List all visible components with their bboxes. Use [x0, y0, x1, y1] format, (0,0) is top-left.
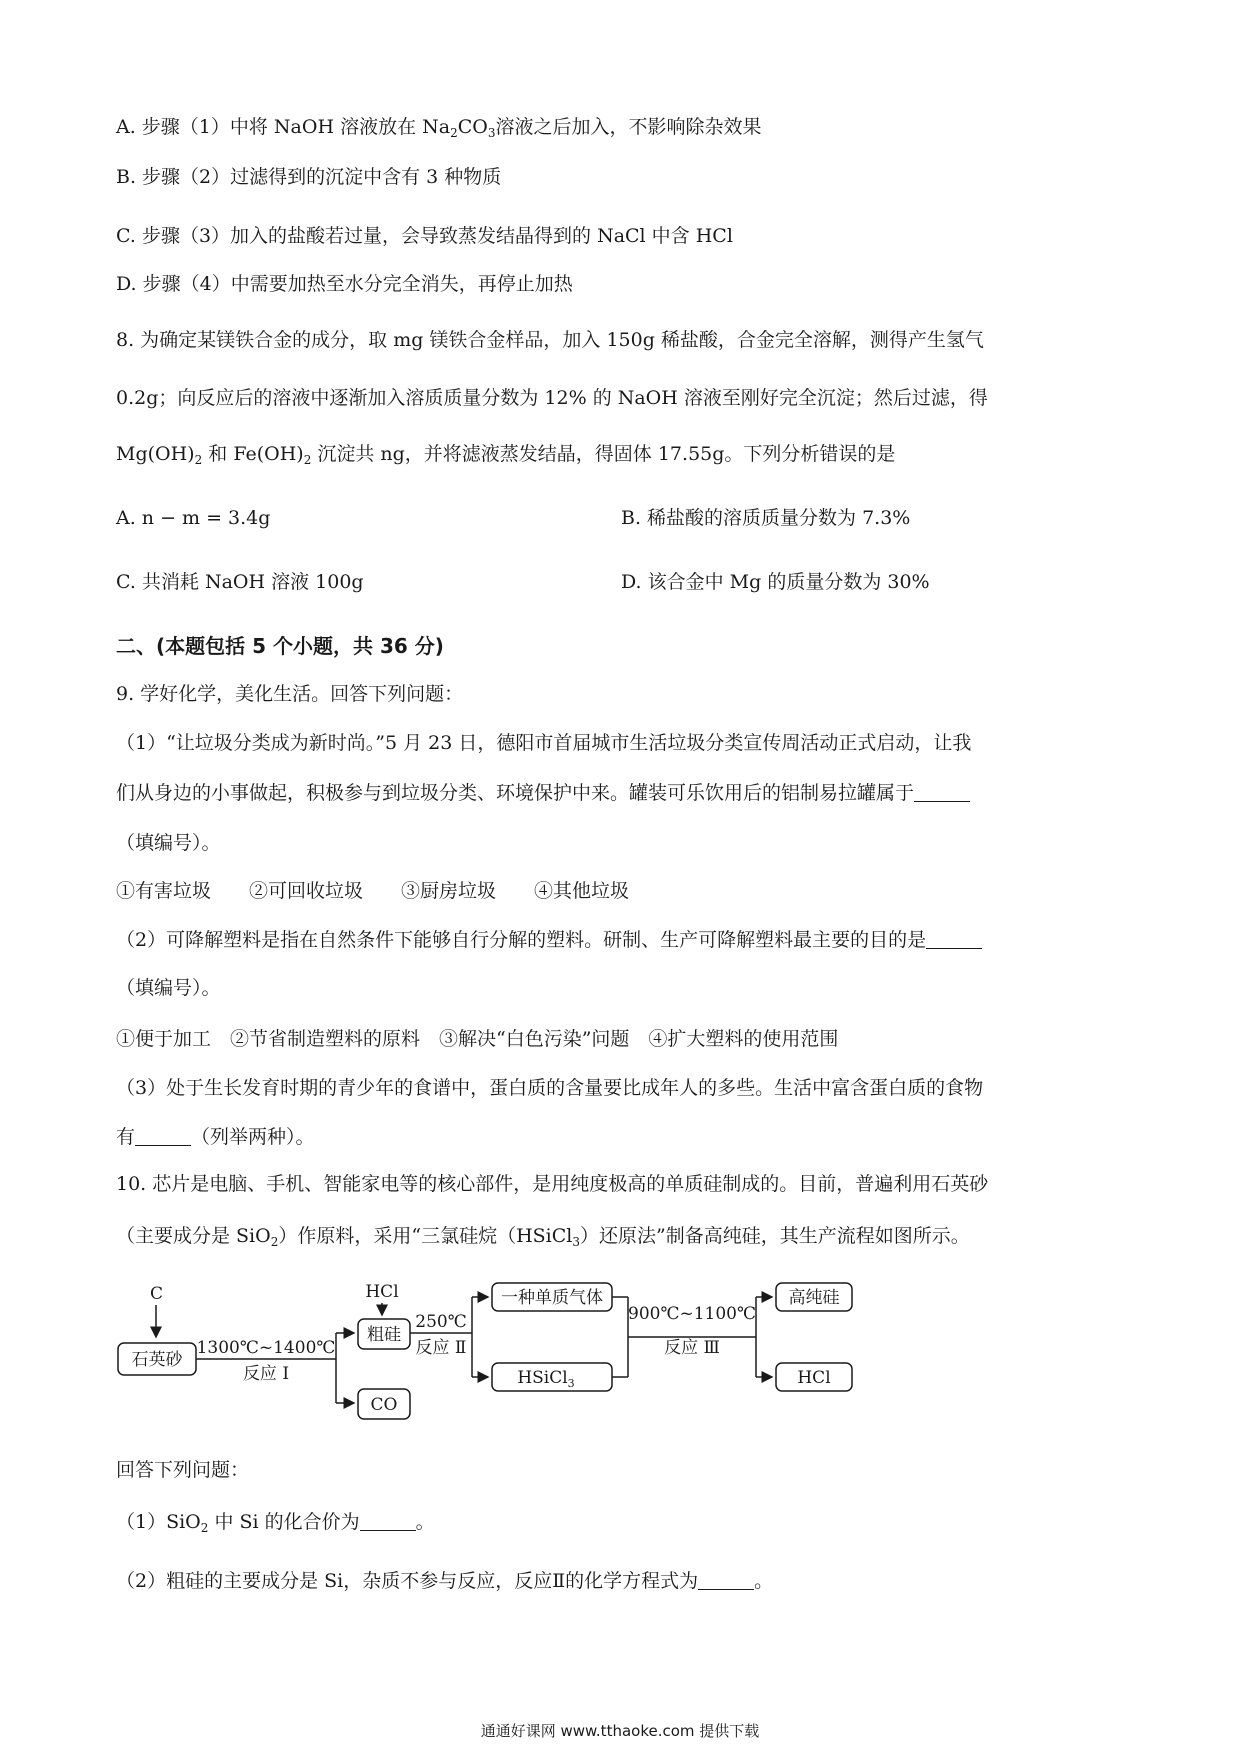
- q9-part1-line2: 们从身边的小事做起，积极参与到垃圾分类、环境保护中来。罐装可乐饮用后的铝制易拉罐属于: [116, 779, 970, 807]
- q8-option-a: A. n − m = 3.4g: [116, 507, 271, 529]
- footer-source: 通通好课网 www.tthaoke.com 提供下载: [480, 1722, 760, 1740]
- q8-option-b: B. 稀盐酸的溶质质量分数为 7.3%: [621, 507, 911, 529]
- co-label: CO: [370, 1395, 398, 1415]
- q8-stem-line1: 8. 为确定某镁铁合金的成分，取 mg 镁铁合金样品，加入 150g 稀盐酸，合金完全溶解，测得产生氢气: [116, 329, 984, 351]
- q9-part2-line1: （2）可降解塑料是指在自然条件下能够自行分解的塑料。研制、生产可降解塑料最主要的目的是: [116, 926, 982, 954]
- condition-3: 900℃~1100℃: [628, 1304, 756, 1324]
- q8-option-d: D. 该合金中 Mg 的质量分数为 30%: [621, 571, 930, 593]
- q8-stem-line3: $Mg(OH)_2$ 和 $Fe(OH)_2$ 沉淀共 ng，并将滤液蒸发结晶，得固体 17.55g。下列分析错误的是: [116, 443, 896, 467]
- q9-part1-options: ①有害垃圾 ②可回收垃圾 ③厨房垃圾 ④其他垃圾: [116, 880, 630, 902]
- q9-part3-line2: 有 （列举两种）。: [116, 1126, 315, 1148]
- q9-part2-options: ①便于加工 ②节省制造塑料的原料 ③解决“白色污染”问题 ④扩大塑料的使用范围: [116, 1028, 839, 1050]
- q9-part3-line1: （3）处于生长发育时期的青少年的食谱中，蛋白质的含量要比成年人的多些。生活中富含蛋白质的食物: [116, 1077, 984, 1099]
- answer-blank[interactable]: [914, 783, 970, 802]
- pure-silicon-label: 高纯硅: [788, 1288, 840, 1308]
- q10-stem-line2: （主要成分是 SiO$_2$）作原料，采用“三氯硅烷（HSiCl$_3$）还原法”制备高纯硅，其生产流程如图所示。: [116, 1225, 970, 1249]
- q9-intro: 9. 学好化学，美化生活。回答下列问题：: [116, 683, 464, 705]
- q7-option-d: D. 步骤（4）中需要加热至水分完全消失，再停止加热: [116, 273, 573, 295]
- reaction-1-label: 反应 Ⅰ: [242, 1364, 290, 1384]
- hcl-output-label: HCl: [797, 1368, 831, 1388]
- q7-option-a: A. 步骤（1）中将 NaOH 溶液放在 $Na_2CO_3$溶液之后加入，不影响除杂效果: [116, 116, 762, 140]
- condition-2: 250℃: [415, 1312, 467, 1332]
- q8-option-c: C. 共消耗 NaOH 溶液 100g: [116, 571, 364, 593]
- answer-blank[interactable]: [135, 1127, 191, 1146]
- q10-part2: （2）粗硅的主要成分是 Si，杂质不参与反应，反应Ⅱ的化学方程式为 。: [116, 1570, 774, 1592]
- q9-part2-line2: （填编号）。: [116, 977, 221, 999]
- q9-part1-line1: （1）“让垃圾分类成为新时尚。”5 月 23 日，德阳市首届城市生活垃圾分类宣传周活动正式启动，让我: [116, 732, 972, 754]
- q10-part1: （1）SiO$_2$ 中 Si 的化合价为 。: [116, 1511, 435, 1535]
- reactant-c: C: [150, 1284, 164, 1304]
- condition-1: 1300℃~1400℃: [196, 1338, 336, 1358]
- reaction-3-label: 反应 Ⅲ: [664, 1338, 720, 1358]
- production-flow-diagram: [110, 1275, 890, 1430]
- answer-blank[interactable]: [926, 930, 982, 949]
- section-heading: 二、(本题包括 5 个小题，共 36 分): [116, 634, 444, 658]
- crude-silicon-label: 粗硅: [367, 1325, 401, 1345]
- reaction-2-label: 反应 Ⅱ: [415, 1338, 467, 1358]
- elemental-gas-label: 一种单质气体: [501, 1288, 603, 1308]
- hsicl3-label: HSiCl$_3$: [517, 1368, 575, 1390]
- q8-stem-line2: 0.2g；向反应后的溶液中逐渐加入溶质质量分数为 12% 的 NaOH 溶液至刚好完全沉淀；然后过滤，得: [116, 387, 988, 409]
- answer-blank[interactable]: [698, 1571, 754, 1590]
- q10-stem-line1: 10. 芯片是电脑、手机、智能家电等的核心部件，是用纯度极高的单质硅制成的。目前，普遍利用石英砂: [116, 1173, 989, 1195]
- q7-option-b: B. 步骤（2）过滤得到的沉淀中含有 3 种物质: [116, 166, 502, 188]
- q7-option-c: C. 步骤（3）加入的盐酸若过量，会导致蒸发结晶得到的 NaCl 中含 HCl: [116, 225, 733, 247]
- answer-blank[interactable]: [360, 1512, 416, 1531]
- reactant-hcl: HCl: [365, 1282, 399, 1302]
- quartz-sand-label: 石英砂: [131, 1350, 183, 1370]
- q9-part1-line3: （填编号）。: [116, 832, 221, 854]
- q10-answer-prompt: 回答下列问题：: [116, 1459, 250, 1481]
